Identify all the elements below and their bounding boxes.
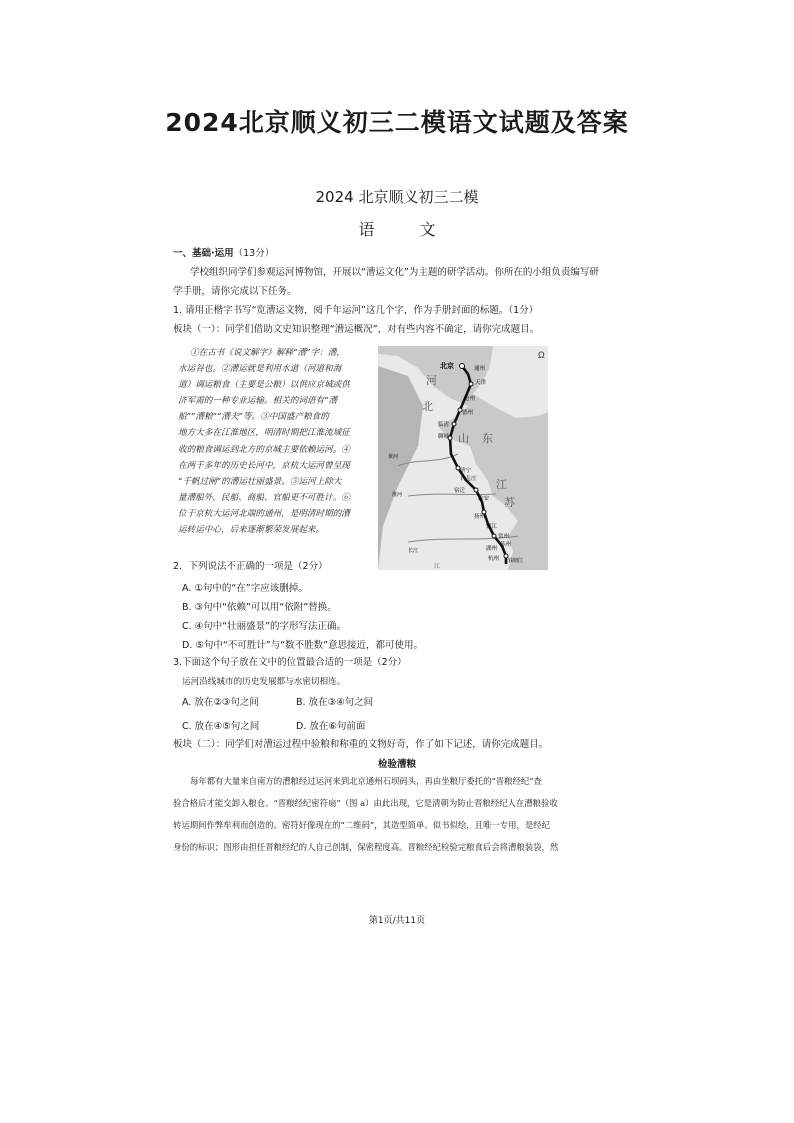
map-label: 德州 — [462, 410, 474, 416]
passage-line: 在两千多年的历史长河中，京杭大运河曾呈现 — [178, 460, 350, 471]
q2-option-b: B. ③句中“依赖”可以用“依附”替换。 — [182, 602, 337, 613]
map-label: 钱塘江 — [508, 558, 524, 564]
region-label: 东 — [482, 433, 493, 445]
section1-heading-text: 一、基础·运用 — [173, 248, 234, 259]
map-label: 扬州 — [474, 514, 486, 520]
city-marker — [460, 364, 465, 369]
passage-line: 地方大多在江淮地区，明清时期把江淮流域征 — [178, 428, 350, 439]
map-label: 淮安 — [478, 496, 490, 502]
map-label: 聊城 — [438, 434, 450, 440]
q2-option-a: A. ①句中的“在”字应该删掉。 — [182, 583, 308, 594]
map-label: 长江 — [408, 548, 419, 554]
q3-sentence: 运河沿线城市的历史发展都与水密切相连。 — [182, 677, 346, 687]
map-label: 镇江 — [486, 524, 498, 530]
question-3-stem: 3.下面这个句子放在文中的位置最合适的一项是（2分） — [173, 657, 407, 668]
passage-line: 量漕船外，民船、商船、官船更不可胜计。⑥ — [178, 492, 350, 503]
region-label: 山 — [458, 433, 469, 445]
city-marker — [474, 488, 478, 492]
map-label: 天津 — [475, 380, 487, 386]
map-label: 台儿庄 — [460, 476, 477, 482]
passage-line: 运转运中心，后来逐渐繁荣发展起来。 — [178, 525, 325, 536]
passage-line: 道）调运粮食（主要是公粮）以供应京城或供 — [178, 380, 350, 391]
section1-heading — [173, 247, 628, 261]
passage-line: 济军需的一种专业运输。相关的词语有“漕 — [178, 396, 338, 407]
exam-title: 2024 北京顺义初三二模 — [315, 188, 479, 206]
subject-title: 语 文 — [358, 220, 456, 239]
region-label: 北 — [422, 401, 433, 413]
page-footer: 第1页/共11页 — [368, 916, 426, 926]
map-label: 北京 — [440, 363, 454, 370]
city-marker — [469, 382, 473, 386]
q2-option-d: D. ⑤句中“不可胜计”与“数不胜数”意思接近，都可使用。 — [182, 640, 424, 651]
map-label: 黄河 — [388, 454, 399, 460]
q2-option-c: C. ④句中“壮丽盛景”的字形写法正确。 — [182, 621, 347, 632]
map-label: 沧州 — [464, 396, 476, 402]
grand-canal-map — [378, 346, 548, 570]
map-label: 杭州 — [488, 556, 500, 562]
document-title: 2024北京顺义初三二模语文试题及答案 — [165, 108, 629, 137]
block-1-instruction: 板块（一）：同学们借助文史知识整理“漕运概况”，对有些内容不确定，请你完成题目。 — [173, 324, 540, 335]
passage-line: “千帆过闸”的漕运壮丽盛景。⑤运河上除大 — [178, 476, 342, 487]
map-label: 通州 — [474, 366, 486, 372]
map-label: 临清 — [438, 422, 450, 428]
city-marker — [492, 534, 496, 538]
passage-line: 位于京杭大运河北端的通州，是明清时期的漕 — [178, 508, 350, 519]
body-line: 身份的标识；图形由担任晋粮经纪的人自己创制，保密程度高。晋粮经纪检验完粮食后会将漕粮装袋，然 — [173, 842, 559, 852]
section1-points: （13分） — [233, 248, 275, 259]
region-label: 苏 — [504, 497, 515, 509]
body-line: 每年都有大量来自南方的漕粮经过运河来到北京通州石坝码头，再由坐粮厅委托的“晋粮经纪”查 — [190, 776, 542, 786]
q3-option-c: C. 放在④⑤句之间 — [182, 721, 260, 732]
region-label: 河 — [426, 375, 437, 387]
body-text — [173, 770, 628, 858]
region-label: 江 — [496, 479, 507, 491]
intro-line-1: 学校组织同学们参观运河博物馆，开展以“漕运文化”为主题的研学活动。你所在的小组负责编写研 — [190, 267, 599, 278]
passage-line: 船”“漕粮”“漕夫”等。③中国盛产粮食的 — [178, 412, 329, 423]
body-line: 验合格后才能交卸入粮仓。“晋粮经纪密符扇”（图 a）由此出现，它是清朝为防止晋粮经纪人在漕粮验收 — [173, 798, 558, 808]
q3-option-a: A. 放在②③句之间 — [182, 697, 259, 708]
city-marker — [452, 422, 456, 426]
region-label: 江 — [434, 564, 441, 570]
question-1: 1. 请用正楷字书写“览漕运文物，阅千年运河”这几个字，作为手册封面的标题。（1分） — [173, 305, 539, 316]
block-2-instruction: 板块（二）：同学们对漕运过程中验粮和称重的文物好奇，作了如下记述，请你完成题目。 — [173, 739, 549, 750]
sub-heading: 检验漕粮 — [377, 759, 416, 770]
map-label: 济宁 — [460, 468, 472, 474]
map-label: 湖州 — [486, 546, 498, 552]
q3-option-b: B. 放在③④句之间 — [296, 697, 374, 708]
passage-line: 水运谷也。②漕运就是利用水道（河道和海 — [178, 364, 342, 375]
passage-line: 收的粮食调运到北方的京城主要依赖运河。④ — [178, 444, 350, 455]
passage — [178, 345, 374, 538]
map-label: 宿迁 — [454, 488, 466, 494]
intro-line-2: 学手册，请你完成以下任务。 — [173, 286, 297, 297]
body-line: 转运期间作弊牟利而创造的。密符好像现在的“二维码”，其造型简单、似书似绘，且唯一专用，是经纪 — [173, 820, 551, 830]
compass-icon: Ω — [538, 350, 545, 360]
map-label: 淮河 — [392, 492, 403, 498]
question-2-stem: 2．下列说法不正确的一项是（2分） — [173, 561, 328, 572]
map-label: 苏州 — [500, 542, 512, 548]
map-label: 常州 — [498, 534, 510, 540]
q3-option-d: D. 放在⑥句前面 — [296, 721, 366, 732]
passage-line: ①在古书《说文解字》解释“漕”字：漕， — [190, 348, 345, 358]
